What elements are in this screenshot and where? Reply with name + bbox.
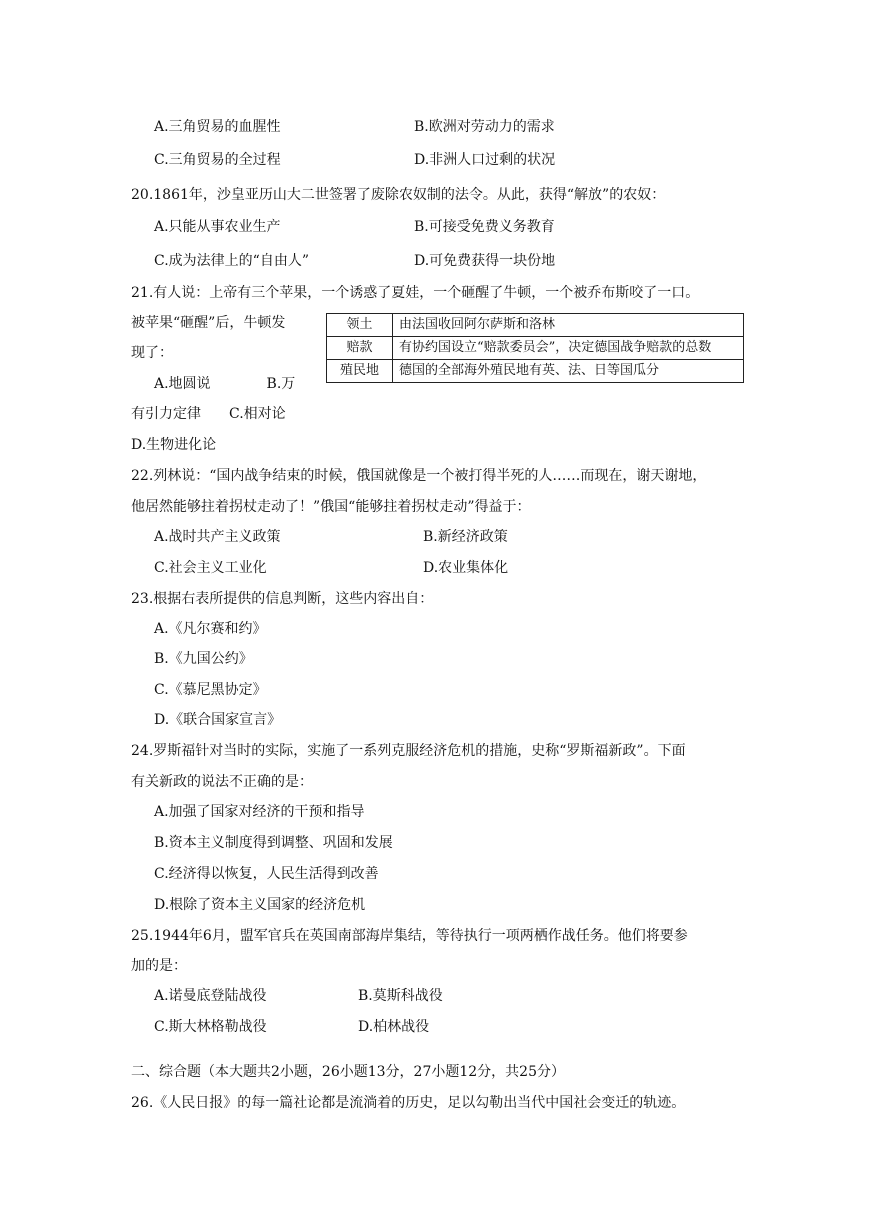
q20-option-a: A.只能从事农业生产 bbox=[154, 219, 281, 235]
q24-option-a: A.加强了国家对经济的干预和指导 bbox=[154, 804, 365, 820]
q21-option-ab: A.地圆说 B.万 bbox=[154, 376, 296, 392]
q22-stem-line2: 他居然能够拄着拐杖走动了！”俄国“能够拄着拐杖走动”得益于： bbox=[131, 499, 531, 515]
treaty-info-table bbox=[326, 313, 744, 383]
q25-option-d: D.柏林战役 bbox=[358, 1019, 430, 1035]
q19-option-d: D.非洲人口过剩的状况 bbox=[414, 152, 556, 168]
q25-stem-line1: 25.1944年6月，盟军官兵在英国南部海岸集结，等待执行一项两栖作战任务。他们将要参 bbox=[131, 928, 688, 944]
q21-option-d: D.生物进化论 bbox=[131, 437, 217, 453]
table-value-cell: 有协约国设立“赔款委员会”，决定德国战争赔款的总数 bbox=[393, 337, 744, 360]
q23-stem: 23.根据右表所提供的信息判断，这些内容出自： bbox=[131, 591, 434, 607]
q20-stem: 20.1861年，沙皇亚历山大二世签署了废除农奴制的法令。从此，获得“解放”的农奴： bbox=[131, 187, 666, 203]
q26-stem: 26.《人民日报》的每一篇社论都是流淌着的历史，足以勾勒出当代中国社会变迁的轨迹。 bbox=[131, 1095, 686, 1111]
table-row bbox=[327, 360, 744, 383]
table-key-cell: 赔款 bbox=[327, 337, 393, 360]
q23-option-b: B.《九国公约》 bbox=[154, 651, 253, 667]
q22-option-d: D.农业集体化 bbox=[423, 560, 509, 576]
q20-option-c: C.成为法律上的“自由人” bbox=[154, 253, 309, 269]
table-row bbox=[327, 337, 744, 360]
q19-option-c: C.三角贸易的全过程 bbox=[154, 152, 281, 168]
q21-stem-line1: 21.有人说：上帝有三个苹果，一个诱惑了夏娃，一个砸醒了牛顿，一个被乔布斯咬了一口。 bbox=[131, 285, 700, 301]
q20-option-d: D.可免费获得一块份地 bbox=[414, 253, 556, 269]
table-value-cell: 德国的全部海外殖民地有英、法、日等国瓜分 bbox=[393, 360, 744, 383]
q22-option-a: A.战时共产主义政策 bbox=[154, 529, 281, 545]
q24-option-d: D.根除了资本主义国家的经济危机 bbox=[154, 897, 366, 913]
q23-option-d: D.《联合国家宣言》 bbox=[154, 712, 282, 728]
q23-option-c: C.《慕尼黑协定》 bbox=[154, 682, 267, 698]
table-row bbox=[327, 314, 744, 337]
q23-option-a: A.《凡尔赛和约》 bbox=[154, 621, 267, 637]
q21-stem-line2: 被苹果“砸醒”后，牛顿发 bbox=[131, 315, 286, 331]
q25-option-a: A.诺曼底登陆战役 bbox=[154, 988, 267, 1004]
q19-option-b: B.欧洲对劳动力的需求 bbox=[414, 119, 555, 135]
section-heading: 二、综合题（本大题共2小题，26小题13分，27小题12分，共25分） bbox=[131, 1064, 565, 1080]
q20-option-b: B.可接受免费义务教育 bbox=[414, 219, 555, 235]
q24-stem-line1: 24.罗斯福针对当时的实际，实施了一系列克服经济危机的措施，史称“罗斯福新政”。下面 bbox=[131, 743, 686, 759]
table-key-cell: 殖民地 bbox=[327, 360, 393, 383]
q21-stem-line3: 现了： bbox=[131, 345, 173, 361]
q24-option-c: C.经济得以恢复，人民生活得到改善 bbox=[154, 866, 379, 882]
table-value-cell: 由法国收回阿尔萨斯和洛林 bbox=[393, 314, 744, 337]
q19-option-a: A.三角贸易的血腥性 bbox=[154, 119, 281, 135]
q25-option-c: C.斯大林格勒战役 bbox=[154, 1019, 267, 1035]
q25-option-b: B.莫斯科战役 bbox=[358, 988, 443, 1004]
q22-option-c: C.社会主义工业化 bbox=[154, 560, 267, 576]
q22-option-b: B.新经济政策 bbox=[423, 529, 508, 545]
q21-option-bc: 有引力定律 C.相对论 bbox=[131, 406, 286, 422]
q22-stem-line1: 22.列林说：“国内战争结束的时候，俄国就像是一个被打得半死的人……而现在，谢天谢地， bbox=[131, 468, 707, 484]
table-key-cell: 领土 bbox=[327, 314, 393, 337]
q25-stem-line2: 加的是： bbox=[131, 958, 187, 974]
q24-stem-line2: 有关新政的说法不正确的是： bbox=[131, 774, 313, 790]
q24-option-b: B.资本主义制度得到调整、巩固和发展 bbox=[154, 835, 393, 851]
